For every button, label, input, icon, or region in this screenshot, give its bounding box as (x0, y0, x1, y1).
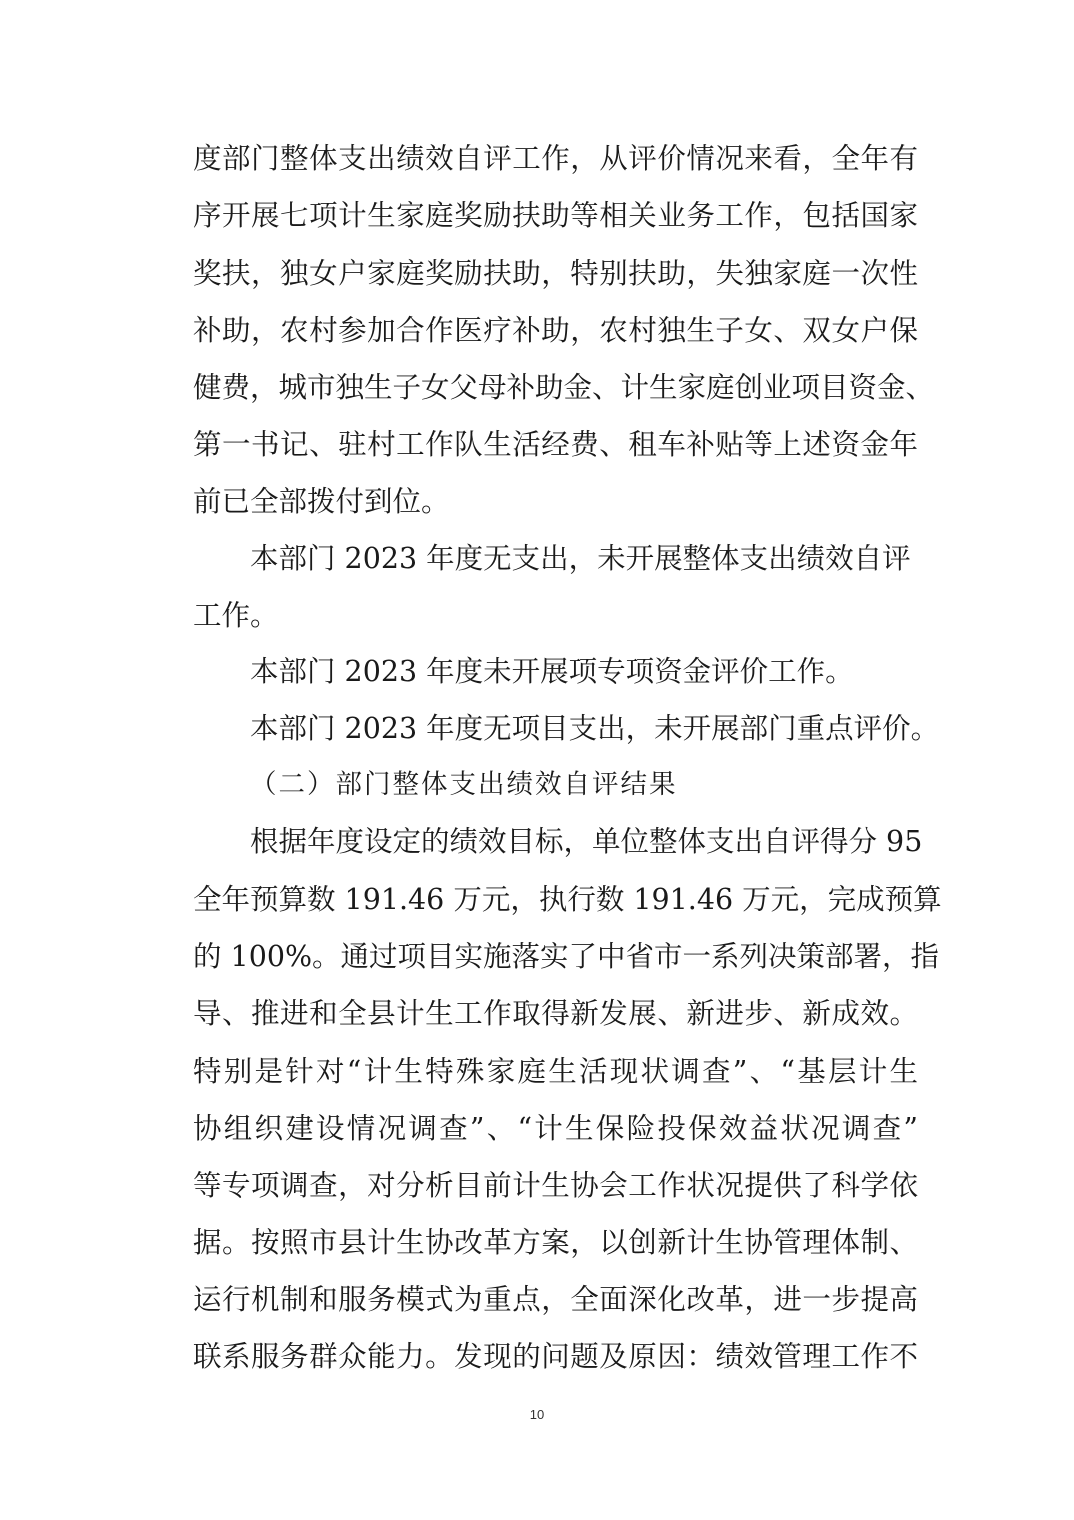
paragraph-5-line-6: 协组织建设情况调查”、“计生保险投保效益状况调查” (193, 1112, 918, 1145)
paragraph-5-line-4: 导、推进和全县计生工作取得新发展、新进步、新成效。 (193, 997, 918, 1030)
paragraph-1-line-2: 序开展七项计生家庭奖励扶助等相关业务工作，包括国家 (193, 199, 918, 232)
paragraph-1-line-3: 奖扶，独女户家庭奖励扶助，特别扶助，失独家庭一次性 (193, 257, 918, 290)
paragraph-1-line-5: 健费，城市独生子女父母补助金、计生家庭创业项目资金、 (193, 371, 935, 404)
paragraph-1-line-7: 前已全部拨付到位。 (193, 485, 450, 518)
paragraph-1-line-4: 补助，农村参加合作医疗补助，农村独生子女、双女户保 (193, 314, 918, 347)
paragraph-5-line-7: 等专项调查，对分析目前计生协会工作状况提供了科学依 (193, 1169, 918, 1202)
section-heading: （二）部门整体支出绩效自评结果 (250, 769, 678, 800)
paragraph-5-line-5: 特别是针对“计生特殊家庭生活现状调查”、“基层计生 (193, 1055, 918, 1088)
paragraph-1-line-1: 度部门整体支出绩效自评工作，从评价情况来看，全年有 (193, 142, 918, 175)
paragraph-5-line-2: 全年预算数 191.46 万元，执行数 191.46 万元，完成预算 (193, 883, 942, 916)
page-number: 10 (529, 1407, 545, 1422)
paragraph-3: 本部门 2023 年度未开展项专项资金评价工作。 (250, 655, 854, 688)
paragraph-2-line-1: 本部门 2023 年度无支出，未开展整体支出绩效自评 (250, 542, 911, 575)
paragraph-5-line-8: 据。按照市县计生协改革方案，以创新计生协管理体制、 (193, 1226, 918, 1259)
paragraph-1-line-6: 第一书记、驻村工作队生活经费、租车补贴等上述资金年 (193, 428, 918, 461)
paragraph-5-line-1: 根据年度设定的绩效目标，单位整体支出自评得分 95 (250, 825, 923, 858)
paragraph-5-line-10: 联系服务群众能力。发现的问题及原因：绩效管理工作不 (193, 1340, 918, 1373)
paragraph-5-line-9: 运行机制和服务模式为重点，全面深化改革，进一步提高 (193, 1283, 918, 1316)
paragraph-4: 本部门 2023 年度无项目支出，未开展部门重点评价。 (250, 712, 940, 745)
paragraph-2-line-2: 工作。 (193, 599, 279, 632)
paragraph-5-line-3: 的 100%。通过项目实施落实了中省市一系列决策部署，指 (193, 940, 940, 973)
